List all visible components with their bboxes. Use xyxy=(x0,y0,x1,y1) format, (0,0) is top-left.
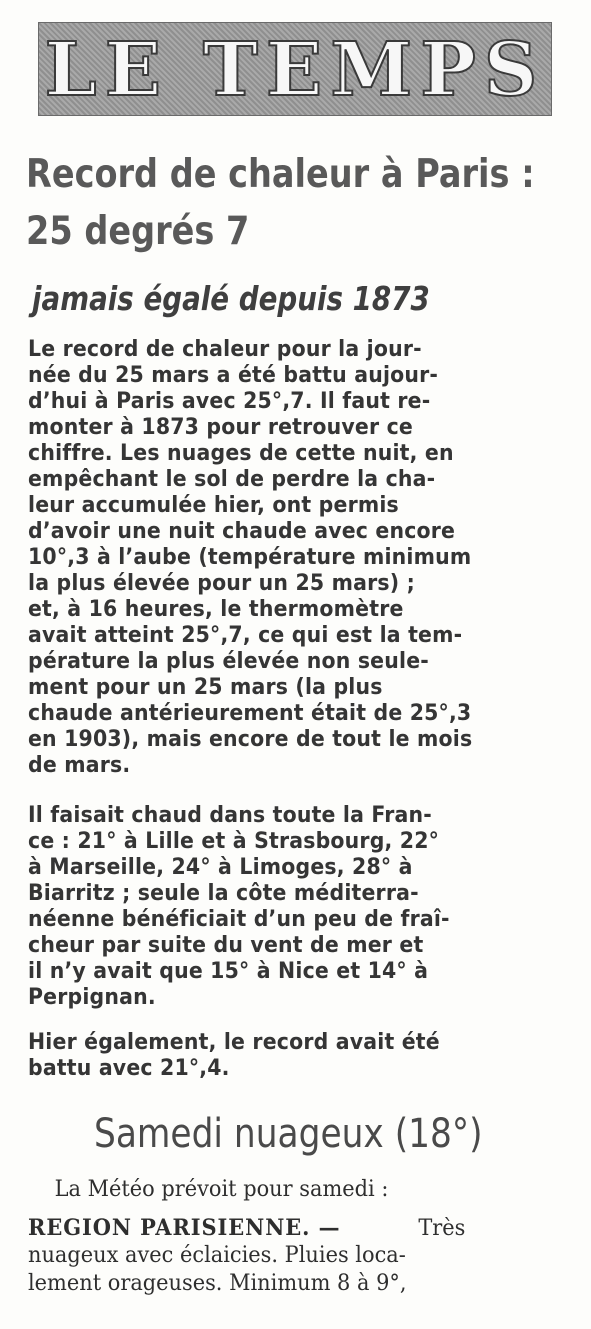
text-line: et, à 16 heures, le thermomètre xyxy=(28,597,404,622)
forecast-line-1 xyxy=(28,1214,465,1242)
text-line: cheur par suite du vent de mer et xyxy=(28,933,424,958)
forecast-line-3: lement orageuses. Minimum 8 à 9°, xyxy=(28,1271,407,1296)
text-line: à Marseille, 24° à Limoges, 28° à xyxy=(28,855,413,880)
text-line: née du 25 mars a été battu aujour- xyxy=(28,363,439,388)
article-paragraph-1 xyxy=(28,337,506,779)
text-line: Hier également, le record avait été xyxy=(28,1030,440,1055)
text-line: en 1903), mais encore de tout le mois xyxy=(28,727,473,752)
article-subheadline: jamais égalé depuis 1873 xyxy=(32,279,430,318)
text-line: néenne bénéficiait d’un peu de fraî- xyxy=(28,907,450,932)
text-line: avait atteint 25°,7, ce qui est la tem- xyxy=(28,623,463,648)
article-headline xyxy=(26,146,535,260)
masthead-banner xyxy=(38,22,552,116)
text-line: monter à 1873 pour retrouver ce xyxy=(28,415,413,440)
region-label: REGION PARISIENNE. — xyxy=(28,1215,341,1241)
text-line: Le record de chaleur pour la jour- xyxy=(28,337,422,362)
text-line: empêchant le sol de perdre la cha- xyxy=(28,467,436,492)
text-line: ce : 21° à Lille et à Strasbourg, 22° xyxy=(28,829,440,854)
headline-line: Record de chaleur à Paris : xyxy=(26,152,535,197)
text-line: chaude antérieurement était de 25°,3 xyxy=(28,701,472,726)
text-line: d’avoir une nuit chaude avec encore xyxy=(28,519,456,544)
text-line: leur accumulée hier, ont permis xyxy=(28,493,399,518)
text-line: Perpignan. xyxy=(28,985,156,1010)
forecast-intro: La Météo prévoit pour samedi : xyxy=(54,1177,389,1202)
clipping-bottom-edge xyxy=(0,1306,591,1329)
text-line: battu avec 21°,4. xyxy=(28,1056,230,1081)
forecast-section-title: Samedi nuageux (18°) xyxy=(94,1111,483,1157)
forecast-text xyxy=(28,1176,488,1298)
text-line: la plus élevée pour un 25 mars) ; xyxy=(28,571,415,596)
text-line: Il faisait chaud dans toute la Fran- xyxy=(28,803,432,828)
forecast-line-1-rest: Très xyxy=(418,1216,466,1241)
text-line: chiffre. Les nuages de cette nuit, en xyxy=(28,441,454,466)
masthead-title: LE TEMPS xyxy=(44,27,546,113)
forecast-line-2: nuageux avec éclaicies. Pluies loca- xyxy=(28,1243,406,1268)
headline-line: 25 degrés 7 xyxy=(26,209,250,254)
text-line: ment pour un 25 mars (la plus xyxy=(28,675,383,700)
article-paragraph-2 xyxy=(28,803,481,1011)
text-line: de mars. xyxy=(28,753,131,778)
text-line: il n’y avait que 15° à Nice et 14° à xyxy=(28,959,429,984)
text-line: 10°,3 à l’aube (température minimum xyxy=(28,545,472,570)
text-line: pérature la plus élevée non seule- xyxy=(28,649,429,674)
article-paragraph-3 xyxy=(28,1030,471,1082)
text-line: d’hui à Paris avec 25°,7. Il faut re- xyxy=(28,389,431,414)
text-line: Biarritz ; seule la côte méditerra- xyxy=(28,881,419,906)
